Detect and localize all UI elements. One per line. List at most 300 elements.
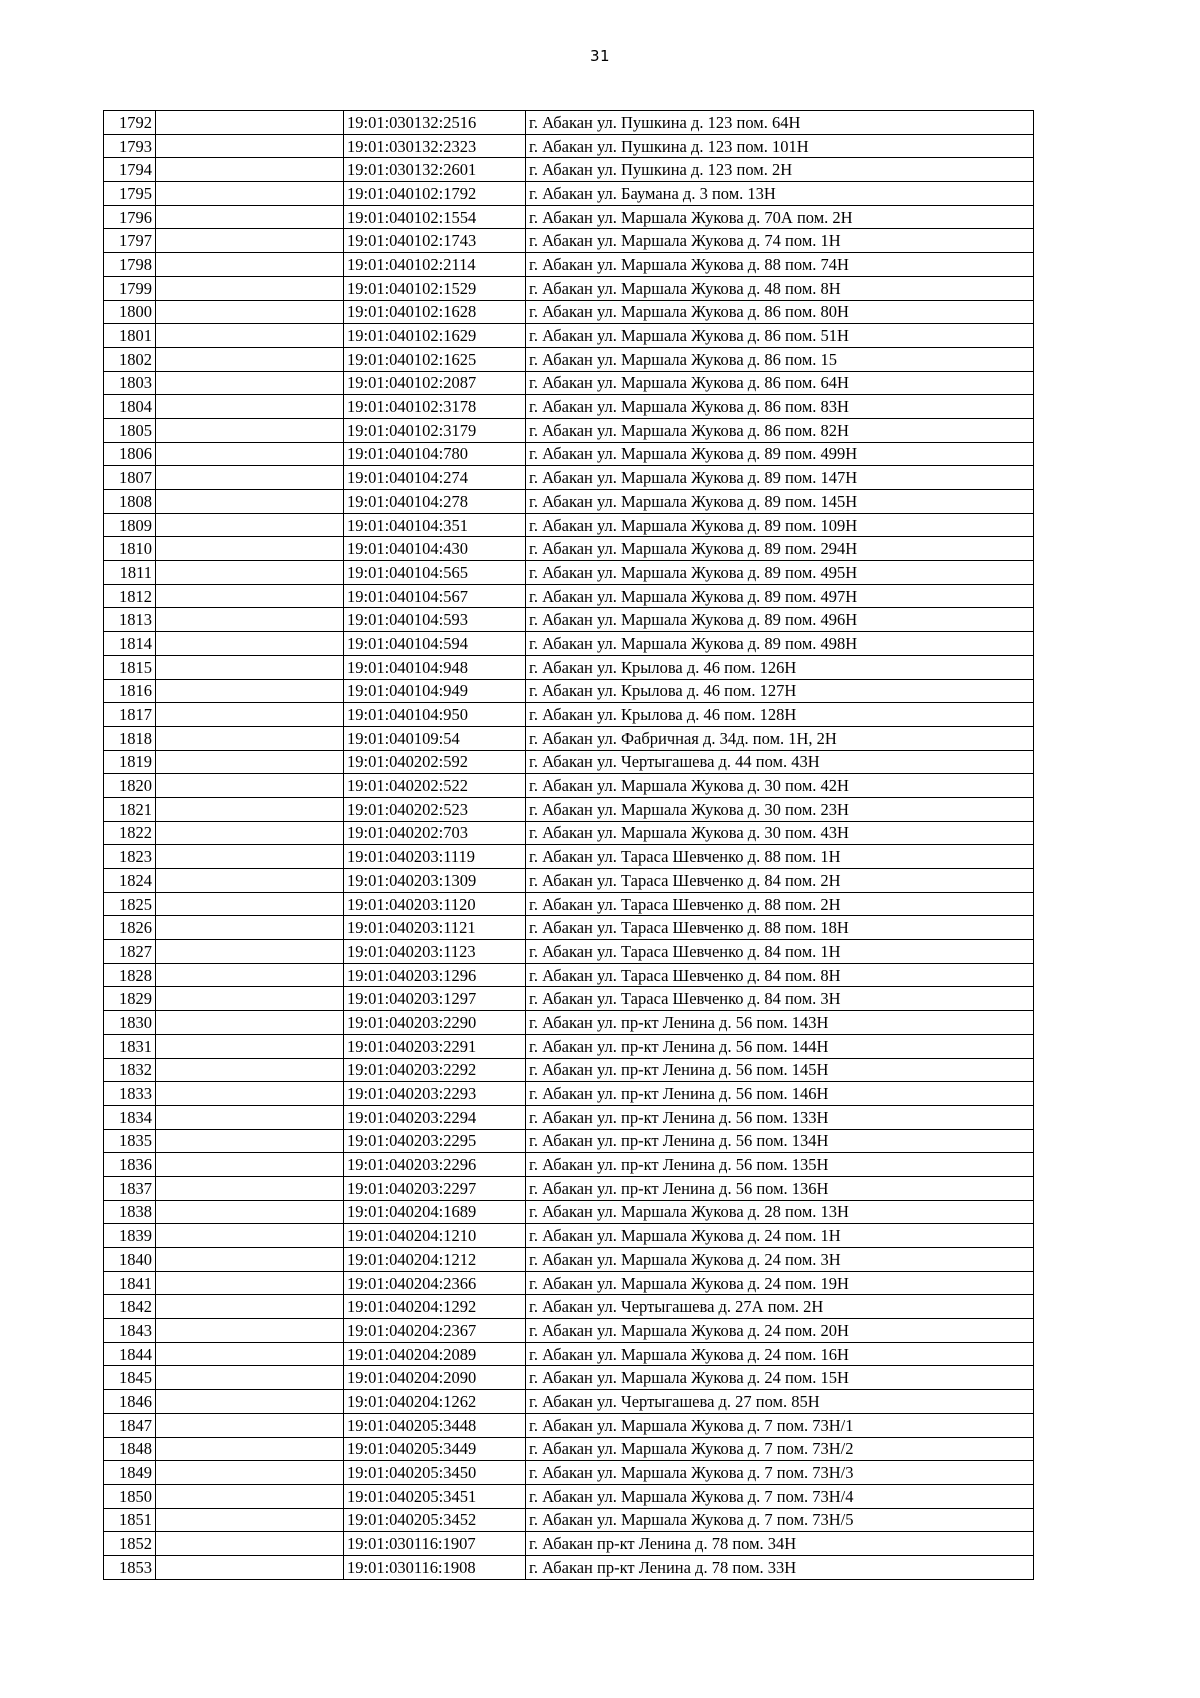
row-number-cell: 1821 (104, 797, 156, 821)
object-name-cell (156, 1011, 344, 1035)
table-row (104, 253, 1034, 277)
address-cell: г. Абакан ул. Маршала Жукова д. 24 пом. 19Н (526, 1271, 1034, 1295)
table-row (104, 1176, 1034, 1200)
row-number-cell: 1832 (104, 1058, 156, 1082)
address-cell: г. Абакан ул. Маршала Жукова д. 86 пом. 83Н (526, 395, 1034, 419)
address-cell: г. Абакан ул. Тараса Шевченко д. 88 пом. 1Н (526, 845, 1034, 869)
cadastral-number-cell: 19:01:040102:1743 (344, 229, 526, 253)
cadastral-number-cell: 19:01:040102:2087 (344, 371, 526, 395)
cadastral-number-cell: 19:01:030132:2516 (344, 111, 526, 135)
object-name-cell (156, 182, 344, 206)
row-number-cell: 1814 (104, 632, 156, 656)
table-row (104, 324, 1034, 348)
object-name-cell (156, 869, 344, 893)
table-row (104, 1295, 1034, 1319)
cadastral-number-cell: 19:01:040202:703 (344, 821, 526, 845)
table-row (104, 1342, 1034, 1366)
cadastral-number-cell: 19:01:040102:1629 (344, 324, 526, 348)
cadastral-number-cell: 19:01:040203:1296 (344, 963, 526, 987)
address-cell: г. Абакан ул. Маршала Жукова д. 89 пом. 499Н (526, 442, 1034, 466)
row-number-cell: 1847 (104, 1413, 156, 1437)
cadastral-number-cell: 19:01:040102:2114 (344, 253, 526, 277)
table-row (104, 750, 1034, 774)
address-cell: г. Абакан ул. Фабричная д. 34д. пом. 1Н, 2Н (526, 726, 1034, 750)
table-row (104, 632, 1034, 656)
cadastral-number-cell: 19:01:040203:2290 (344, 1011, 526, 1035)
object-name-cell (156, 1176, 344, 1200)
object-name-cell (156, 324, 344, 348)
object-name-cell (156, 490, 344, 514)
cadastral-number-cell: 19:01:040102:1554 (344, 205, 526, 229)
cadastral-number-cell: 19:01:040102:1628 (344, 300, 526, 324)
row-number-cell: 1807 (104, 466, 156, 490)
row-number-cell: 1813 (104, 608, 156, 632)
row-number-cell: 1809 (104, 513, 156, 537)
cadastral-number-cell: 19:01:040104:594 (344, 632, 526, 656)
object-name-cell (156, 253, 344, 277)
page-number: 31 (589, 47, 611, 65)
row-number-cell: 1840 (104, 1248, 156, 1272)
address-cell: г. Абакан ул. Крылова д. 46 пом. 127Н (526, 679, 1034, 703)
object-name-cell (156, 1508, 344, 1532)
address-cell: г. Абакан ул. Маршала Жукова д. 30 пом. 42Н (526, 774, 1034, 798)
row-number-cell: 1799 (104, 276, 156, 300)
row-number-cell: 1837 (104, 1176, 156, 1200)
row-number-cell: 1803 (104, 371, 156, 395)
address-cell: г. Абакан ул. Маршала Жукова д. 89 пом. 497Н (526, 584, 1034, 608)
address-cell: г. Абакан ул. Маршала Жукова д. 89 пом. 496Н (526, 608, 1034, 632)
table-row (104, 1508, 1034, 1532)
address-cell: г. Абакан ул. Маршала Жукова д. 86 пом. 80Н (526, 300, 1034, 324)
cadastral-number-cell: 19:01:040205:3451 (344, 1484, 526, 1508)
row-number-cell: 1822 (104, 821, 156, 845)
object-name-cell (156, 276, 344, 300)
object-name-cell (156, 750, 344, 774)
table-row (104, 276, 1034, 300)
table-row (104, 916, 1034, 940)
row-number-cell: 1801 (104, 324, 156, 348)
address-cell: г. Абакан ул. Баумана д. 3 пом. 13Н (526, 182, 1034, 206)
cadastral-number-cell: 19:01:040203:2292 (344, 1058, 526, 1082)
object-name-cell (156, 608, 344, 632)
object-name-cell (156, 584, 344, 608)
table-row (104, 987, 1034, 1011)
address-cell: г. Абакан ул. Маршала Жукова д. 24 пом. 1Н (526, 1224, 1034, 1248)
table-row (104, 1105, 1034, 1129)
cadastral-number-cell: 19:01:030116:1907 (344, 1532, 526, 1556)
cadastral-number-cell: 19:01:040205:3449 (344, 1437, 526, 1461)
object-name-cell (156, 300, 344, 324)
object-name-cell (156, 1437, 344, 1461)
object-name-cell (156, 940, 344, 964)
address-cell: г. Абакан ул. Маршала Жукова д. 7 пом. 73Н/4 (526, 1484, 1034, 1508)
object-name-cell (156, 1153, 344, 1177)
cadastral-number-cell: 19:01:040104:780 (344, 442, 526, 466)
object-name-cell (156, 1461, 344, 1485)
object-name-cell (156, 703, 344, 727)
address-cell: г. Абакан ул. Маршала Жукова д. 86 пом. 51Н (526, 324, 1034, 348)
row-number-cell: 1849 (104, 1461, 156, 1485)
cadastral-number-cell: 19:01:040205:3452 (344, 1508, 526, 1532)
object-name-cell (156, 1034, 344, 1058)
object-name-cell (156, 1248, 344, 1272)
address-cell: г. Абакан ул. Тараса Шевченко д. 84 пом. 1Н (526, 940, 1034, 964)
row-number-cell: 1852 (104, 1532, 156, 1556)
address-cell: г. Абакан ул. Тараса Шевченко д. 84 пом. 8Н (526, 963, 1034, 987)
cadastral-number-cell: 19:01:040204:1292 (344, 1295, 526, 1319)
row-number-cell: 1826 (104, 916, 156, 940)
cadastral-number-cell: 19:01:040104:351 (344, 513, 526, 537)
table-row (104, 111, 1034, 135)
address-cell: г. Абакан ул. Пушкина д. 123 пом. 64Н (526, 111, 1034, 135)
cadastral-number-cell: 19:01:030116:1908 (344, 1555, 526, 1579)
object-name-cell (156, 1390, 344, 1414)
row-number-cell: 1819 (104, 750, 156, 774)
address-cell: г. Абакан ул. пр-кт Ленина д. 56 пом. 146Н (526, 1082, 1034, 1106)
object-name-cell (156, 679, 344, 703)
object-name-cell (156, 845, 344, 869)
object-name-cell (156, 892, 344, 916)
table-row (104, 1224, 1034, 1248)
row-number-cell: 1800 (104, 300, 156, 324)
address-cell: г. Абакан ул. Чертыгашева д. 44 пом. 43Н (526, 750, 1034, 774)
address-cell: г. Абакан ул. пр-кт Ленина д. 56 пом. 134Н (526, 1129, 1034, 1153)
table-row (104, 679, 1034, 703)
row-number-cell: 1795 (104, 182, 156, 206)
address-cell: г. Абакан ул. Маршала Жукова д. 70А пом. 2Н (526, 205, 1034, 229)
cadastral-number-cell: 19:01:040104:565 (344, 561, 526, 585)
cadastral-number-cell: 19:01:040203:2295 (344, 1129, 526, 1153)
address-cell: г. Абакан ул. Маршала Жукова д. 30 пом. 43Н (526, 821, 1034, 845)
cadastral-number-cell: 19:01:040204:2090 (344, 1366, 526, 1390)
table-row (104, 1082, 1034, 1106)
row-number-cell: 1846 (104, 1390, 156, 1414)
cadastral-number-cell: 19:01:040202:592 (344, 750, 526, 774)
address-cell: г. Абакан ул. Крылова д. 46 пом. 128Н (526, 703, 1034, 727)
table-row (104, 584, 1034, 608)
row-number-cell: 1823 (104, 845, 156, 869)
table-row (104, 845, 1034, 869)
object-name-cell (156, 987, 344, 1011)
object-name-cell (156, 1532, 344, 1556)
address-cell: г. Абакан ул. пр-кт Ленина д. 56 пом. 145Н (526, 1058, 1034, 1082)
cadastral-number-cell: 19:01:040202:523 (344, 797, 526, 821)
address-cell: г. Абакан ул. Тараса Шевченко д. 88 пом. 18Н (526, 916, 1034, 940)
table-row (104, 347, 1034, 371)
row-number-cell: 1838 (104, 1200, 156, 1224)
cadastral-number-cell: 19:01:040102:3179 (344, 418, 526, 442)
address-cell: г. Абакан ул. Маршала Жукова д. 88 пом. 74Н (526, 253, 1034, 277)
cadastral-number-cell: 19:01:040204:1210 (344, 1224, 526, 1248)
table-row (104, 134, 1034, 158)
row-number-cell: 1797 (104, 229, 156, 253)
cadastral-number-cell: 19:01:040102:1529 (344, 276, 526, 300)
address-cell: г. Абакан ул. пр-кт Ленина д. 56 пом. 144Н (526, 1034, 1034, 1058)
row-number-cell: 1843 (104, 1319, 156, 1343)
row-number-cell: 1820 (104, 774, 156, 798)
table-row (104, 1058, 1034, 1082)
row-number-cell: 1794 (104, 158, 156, 182)
row-number-cell: 1844 (104, 1342, 156, 1366)
row-number-cell: 1812 (104, 584, 156, 608)
address-cell: г. Абакан ул. Пушкина д. 123 пом. 2Н (526, 158, 1034, 182)
table-row (104, 466, 1034, 490)
cadastral-number-cell: 19:01:040202:522 (344, 774, 526, 798)
object-name-cell (156, 158, 344, 182)
address-cell: г. Абакан ул. Маршала Жукова д. 24 пом. 3Н (526, 1248, 1034, 1272)
cadastral-number-cell: 19:01:040104:430 (344, 537, 526, 561)
object-name-cell (156, 466, 344, 490)
cadastral-number-cell: 19:01:030132:2601 (344, 158, 526, 182)
address-cell: г. Абакан ул. Маршала Жукова д. 7 пом. 73Н/2 (526, 1437, 1034, 1461)
table-row (104, 1484, 1034, 1508)
table-row (104, 1200, 1034, 1224)
row-number-cell: 1842 (104, 1295, 156, 1319)
cadastral-number-cell: 19:01:040104:278 (344, 490, 526, 514)
table-row (104, 182, 1034, 206)
table-row (104, 963, 1034, 987)
address-cell: г. Абакан ул. Маршала Жукова д. 89 пом. 294Н (526, 537, 1034, 561)
address-cell: г. Абакан ул. Маршала Жукова д. 74 пом. 1Н (526, 229, 1034, 253)
row-number-cell: 1811 (104, 561, 156, 585)
table-row (104, 561, 1034, 585)
row-number-cell: 1845 (104, 1366, 156, 1390)
row-number-cell: 1796 (104, 205, 156, 229)
table-row (104, 1248, 1034, 1272)
address-cell: г. Абакан ул. Тараса Шевченко д. 84 пом. 2Н (526, 869, 1034, 893)
row-number-cell: 1836 (104, 1153, 156, 1177)
table-row (104, 1461, 1034, 1485)
cadastral-number-cell: 19:01:040203:1120 (344, 892, 526, 916)
address-cell: г. Абакан ул. Маршала Жукова д. 89 пом. 145Н (526, 490, 1034, 514)
cadastral-number-cell: 19:01:040204:2089 (344, 1342, 526, 1366)
table-row (104, 892, 1034, 916)
table-row (104, 490, 1034, 514)
cadastral-number-cell: 19:01:040204:1212 (344, 1248, 526, 1272)
object-name-cell (156, 1342, 344, 1366)
address-cell: г. Абакан ул. Маршала Жукова д. 86 пом. 15 (526, 347, 1034, 371)
address-cell: г. Абакан ул. Маршала Жукова д. 30 пом. 23Н (526, 797, 1034, 821)
cadastral-number-cell: 19:01:040203:1309 (344, 869, 526, 893)
object-name-cell (156, 1224, 344, 1248)
object-name-cell (156, 774, 344, 798)
address-cell: г. Абакан ул. Маршала Жукова д. 24 пом. 15Н (526, 1366, 1034, 1390)
cadastral-number-cell: 19:01:040102:3178 (344, 395, 526, 419)
cadastral-number-cell: 19:01:040203:2294 (344, 1105, 526, 1129)
object-name-cell (156, 655, 344, 679)
object-name-cell (156, 1484, 344, 1508)
table-row (104, 797, 1034, 821)
table-row (104, 1390, 1034, 1414)
cadastral-number-cell: 19:01:040102:1792 (344, 182, 526, 206)
address-cell: г. Абакан ул. Крылова д. 46 пом. 126Н (526, 655, 1034, 679)
address-cell: г. Абакан ул. пр-кт Ленина д. 56 пом. 135Н (526, 1153, 1034, 1177)
table-row (104, 1153, 1034, 1177)
cadastral-number-cell: 19:01:040203:2293 (344, 1082, 526, 1106)
row-number-cell: 1808 (104, 490, 156, 514)
object-name-cell (156, 1200, 344, 1224)
table-row (104, 371, 1034, 395)
object-name-cell (156, 561, 344, 585)
object-name-cell (156, 1105, 344, 1129)
cadastral-number-cell: 19:01:040204:2367 (344, 1319, 526, 1343)
address-cell: г. Абакан ул. Пушкина д. 123 пом. 101Н (526, 134, 1034, 158)
cadastral-number-cell: 19:01:040104:948 (344, 655, 526, 679)
table-row (104, 1555, 1034, 1579)
table-row (104, 229, 1034, 253)
cadastral-number-cell: 19:01:040203:2296 (344, 1153, 526, 1177)
property-registry-table (103, 110, 1034, 1580)
row-number-cell: 1828 (104, 963, 156, 987)
cadastral-number-cell: 19:01:040104:593 (344, 608, 526, 632)
table-row (104, 442, 1034, 466)
cadastral-number-cell: 19:01:040203:2297 (344, 1176, 526, 1200)
address-cell: г. Абакан ул. Тараса Шевченко д. 84 пом. 3Н (526, 987, 1034, 1011)
address-cell: г. Абакан ул. Тараса Шевченко д. 88 пом. 2Н (526, 892, 1034, 916)
table-row (104, 1366, 1034, 1390)
address-cell: г. Абакан пр-кт Ленина д. 78 пом. 33Н (526, 1555, 1034, 1579)
address-cell: г. Абакан ул. Чертыгашева д. 27 пом. 85Н (526, 1390, 1034, 1414)
row-number-cell: 1827 (104, 940, 156, 964)
row-number-cell: 1834 (104, 1105, 156, 1129)
row-number-cell: 1798 (104, 253, 156, 277)
address-cell: г. Абакан ул. Маршала Жукова д. 86 пом. 64Н (526, 371, 1034, 395)
object-name-cell (156, 1413, 344, 1437)
object-name-cell (156, 1555, 344, 1579)
cadastral-number-cell: 19:01:040104:949 (344, 679, 526, 703)
object-name-cell (156, 1295, 344, 1319)
address-cell: г. Абакан ул. пр-кт Ленина д. 56 пом. 136Н (526, 1176, 1034, 1200)
address-cell: г. Абакан пр-кт Ленина д. 78 пом. 34Н (526, 1532, 1034, 1556)
address-cell: г. Абакан ул. Маршала Жукова д. 89 пом. 498Н (526, 632, 1034, 656)
row-number-cell: 1835 (104, 1129, 156, 1153)
row-number-cell: 1792 (104, 111, 156, 135)
object-name-cell (156, 821, 344, 845)
row-number-cell: 1824 (104, 869, 156, 893)
row-number-cell: 1815 (104, 655, 156, 679)
object-name-cell (156, 916, 344, 940)
row-number-cell: 1833 (104, 1082, 156, 1106)
object-name-cell (156, 1058, 344, 1082)
cadastral-number-cell: 19:01:040104:950 (344, 703, 526, 727)
row-number-cell: 1851 (104, 1508, 156, 1532)
address-cell: г. Абакан ул. пр-кт Ленина д. 56 пом. 143Н (526, 1011, 1034, 1035)
table-row (104, 774, 1034, 798)
address-cell: г. Абакан ул. Маршала Жукова д. 28 пом. 13Н (526, 1200, 1034, 1224)
object-name-cell (156, 1366, 344, 1390)
table-row (104, 395, 1034, 419)
table-row (104, 869, 1034, 893)
address-cell: г. Абакан ул. Маршала Жукова д. 24 пом. 16Н (526, 1342, 1034, 1366)
table-row (104, 821, 1034, 845)
row-number-cell: 1793 (104, 134, 156, 158)
row-number-cell: 1841 (104, 1271, 156, 1295)
cadastral-number-cell: 19:01:040203:1119 (344, 845, 526, 869)
table-row (104, 1034, 1034, 1058)
row-number-cell: 1839 (104, 1224, 156, 1248)
object-name-cell (156, 418, 344, 442)
object-name-cell (156, 797, 344, 821)
row-number-cell: 1817 (104, 703, 156, 727)
row-number-cell: 1850 (104, 1484, 156, 1508)
object-name-cell (156, 632, 344, 656)
address-cell: г. Абакан ул. Чертыгашева д. 27А пом. 2Н (526, 1295, 1034, 1319)
object-name-cell (156, 513, 344, 537)
row-number-cell: 1848 (104, 1437, 156, 1461)
address-cell: г. Абакан ул. Маршала Жукова д. 7 пом. 73Н/1 (526, 1413, 1034, 1437)
table-row (104, 703, 1034, 727)
table-row (104, 608, 1034, 632)
cadastral-number-cell: 19:01:040203:2291 (344, 1034, 526, 1058)
object-name-cell (156, 1319, 344, 1343)
cadastral-number-cell: 19:01:040203:1123 (344, 940, 526, 964)
row-number-cell: 1802 (104, 347, 156, 371)
cadastral-number-cell: 19:01:040204:1689 (344, 1200, 526, 1224)
address-cell: г. Абакан ул. Маршала Жукова д. 89 пом. 109Н (526, 513, 1034, 537)
address-cell: г. Абакан ул. Маршала Жукова д. 24 пом. 20Н (526, 1319, 1034, 1343)
row-number-cell: 1810 (104, 537, 156, 561)
address-cell: г. Абакан ул. Маршала Жукова д. 48 пом. 8Н (526, 276, 1034, 300)
row-number-cell: 1805 (104, 418, 156, 442)
row-number-cell: 1831 (104, 1034, 156, 1058)
cadastral-number-cell: 19:01:030132:2323 (344, 134, 526, 158)
object-name-cell (156, 442, 344, 466)
row-number-cell: 1825 (104, 892, 156, 916)
address-cell: г. Абакан ул. Маршала Жукова д. 7 пом. 73Н/3 (526, 1461, 1034, 1485)
object-name-cell (156, 963, 344, 987)
table-row (104, 1011, 1034, 1035)
address-cell: г. Абакан ул. Маршала Жукова д. 86 пом. 82Н (526, 418, 1034, 442)
cadastral-number-cell: 19:01:040104:274 (344, 466, 526, 490)
address-cell: г. Абакан ул. Маршала Жукова д. 89 пом. 147Н (526, 466, 1034, 490)
table-row (104, 300, 1034, 324)
cadastral-number-cell: 19:01:040203:1297 (344, 987, 526, 1011)
row-number-cell: 1804 (104, 395, 156, 419)
table-row (104, 655, 1034, 679)
cadastral-number-cell: 19:01:040104:567 (344, 584, 526, 608)
cadastral-number-cell: 19:01:040205:3450 (344, 1461, 526, 1485)
cadastral-number-cell: 19:01:040204:2366 (344, 1271, 526, 1295)
address-cell: г. Абакан ул. пр-кт Ленина д. 56 пом. 133Н (526, 1105, 1034, 1129)
row-number-cell: 1818 (104, 726, 156, 750)
cadastral-number-cell: 19:01:040102:1625 (344, 347, 526, 371)
table-row (104, 1129, 1034, 1153)
table-row (104, 1271, 1034, 1295)
table-row (104, 158, 1034, 182)
object-name-cell (156, 134, 344, 158)
cadastral-number-cell: 19:01:040204:1262 (344, 1390, 526, 1414)
object-name-cell (156, 111, 344, 135)
table-row (104, 1319, 1034, 1343)
object-name-cell (156, 537, 344, 561)
object-name-cell (156, 1082, 344, 1106)
object-name-cell (156, 371, 344, 395)
row-number-cell: 1830 (104, 1011, 156, 1035)
row-number-cell: 1829 (104, 987, 156, 1011)
registry-table-body (104, 111, 1034, 1580)
table-row (104, 1437, 1034, 1461)
table-row (104, 205, 1034, 229)
object-name-cell (156, 1271, 344, 1295)
row-number-cell: 1853 (104, 1555, 156, 1579)
table-row (104, 513, 1034, 537)
object-name-cell (156, 1129, 344, 1153)
table-row (104, 940, 1034, 964)
table-row (104, 418, 1034, 442)
table-row (104, 537, 1034, 561)
object-name-cell (156, 726, 344, 750)
object-name-cell (156, 347, 344, 371)
